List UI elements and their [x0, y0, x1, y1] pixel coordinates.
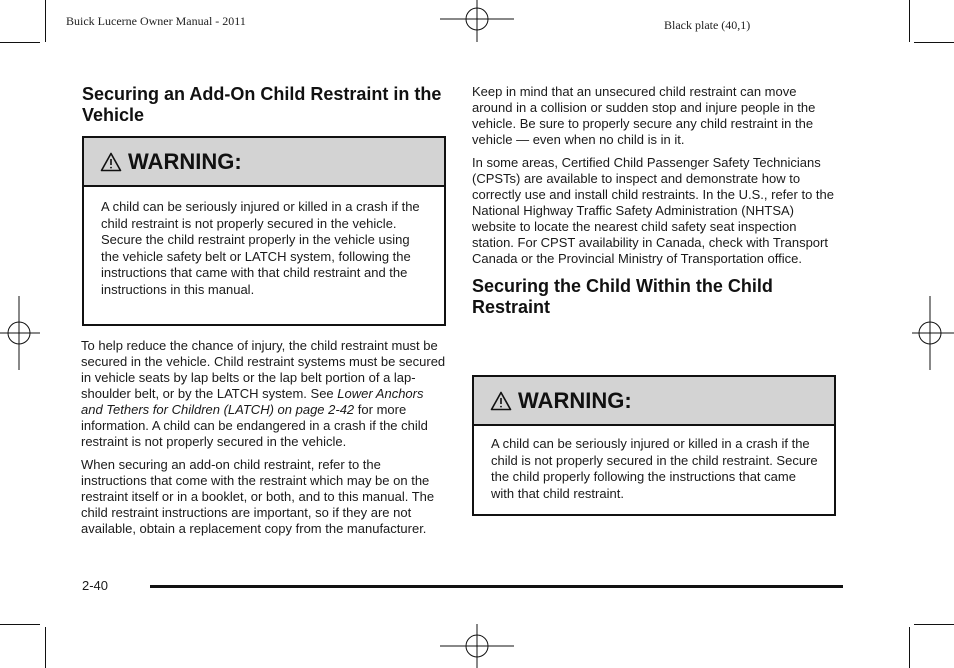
- warning-body-container: [84, 187, 444, 299]
- crop-mark: [0, 624, 40, 625]
- registration-mark-icon: [0, 296, 40, 370]
- on-page-text: on page: [273, 402, 329, 417]
- crop-mark: [45, 0, 46, 42]
- registration-mark-icon: [912, 296, 954, 370]
- right-column: [472, 84, 834, 318]
- paragraph-cpst: In some areas, Certified Child Passenger Safety Technicians (CPSTs) are available to inspect and demonstrate how to correctly use and install child restraints. In the U.S., refer to the National Highway Traffic Safety Administration (NHTSA) website to locate the nearest child safety seat inspection station. For CPST availability in Canada, check with Transport Canada or the Provincial Ministry of Transportation office.: [472, 155, 834, 266]
- paragraph-unsecured: Keep in mind that an unsecured child restraint can move around in a collision or sudden stop and injure people in the vehicle. Be sure to properly secure any child restraint in the vehicle — even when no child is in it.: [472, 84, 816, 147]
- warning-header: [474, 377, 834, 426]
- para-text: for more information. A child can be endangered in a crash if the child restraint is not properly secured in the vehicle.: [81, 402, 428, 449]
- cross-reference-link[interactable]: Lower Anchors and Tethers for Children (LATCH): [81, 386, 424, 417]
- warning-triangle-icon: [100, 152, 122, 172]
- left-body: [81, 338, 447, 537]
- warning-header: [84, 138, 444, 187]
- manual-title: Buick Lucerne Owner Manual - 2011: [66, 14, 246, 28]
- crop-mark: [909, 0, 910, 42]
- crop-mark: [914, 624, 954, 625]
- warning-box-add-on: [82, 136, 446, 326]
- page-reference-link[interactable]: 2-42: [328, 402, 355, 417]
- registration-mark-icon: [440, 624, 514, 668]
- crop-mark: [909, 627, 910, 668]
- para-text: To help reduce the chance of injury, the child restraint must be secured in the vehicle. Child restraint systems must be secured in vehicle seats by lap belts or the lap belt portion of a lap-shoulder belt, or by the LATCH system. See: [81, 338, 446, 401]
- paragraph-latch: [81, 338, 447, 450]
- plate-label: Black plate (40,1): [664, 18, 751, 32]
- warning-title: WARNING:: [518, 387, 632, 413]
- warning-body: A child can be seriously injured or killed in a crash if the child restraint is not properly secured in the vehicle. Secure the child restraint properly in the vehicle using the vehicle safety belt or LATCH system, following the instructions that came with that child restraint and the instructions in this manual.: [101, 199, 420, 297]
- registration-mark-icon: [440, 0, 514, 42]
- warning-box-within: [472, 375, 836, 516]
- crop-mark: [0, 42, 40, 43]
- warning-title: WARNING:: [128, 148, 242, 174]
- left-column: [82, 84, 448, 126]
- section-heading-within: Securing the Child Within the Child Restraint: [472, 276, 773, 317]
- page-number: 2-40: [82, 578, 109, 593]
- footer-rule: [150, 585, 843, 588]
- section-heading-add-on: Securing an Add-On Child Restraint in the Vehicle: [82, 84, 442, 125]
- crop-mark: [45, 627, 46, 668]
- warning-triangle-icon: [490, 391, 512, 411]
- crop-mark: [914, 42, 954, 43]
- paragraph-instructions: When securing an add-on child restraint, refer to the instructions that come with the restraint which may be on the restraint itself or in a booklet, or both, and to this manual. The child restraint instructions are important, so if they are not available, obtain a replacement copy from the manufacturer.: [81, 457, 435, 536]
- warning-body: A child can be seriously injured or killed in a crash if the child is not properly secured in the child restraint. Secure the child properly following the instructions that came with that child restraint.: [491, 436, 818, 501]
- warning-body-container: [474, 426, 834, 502]
